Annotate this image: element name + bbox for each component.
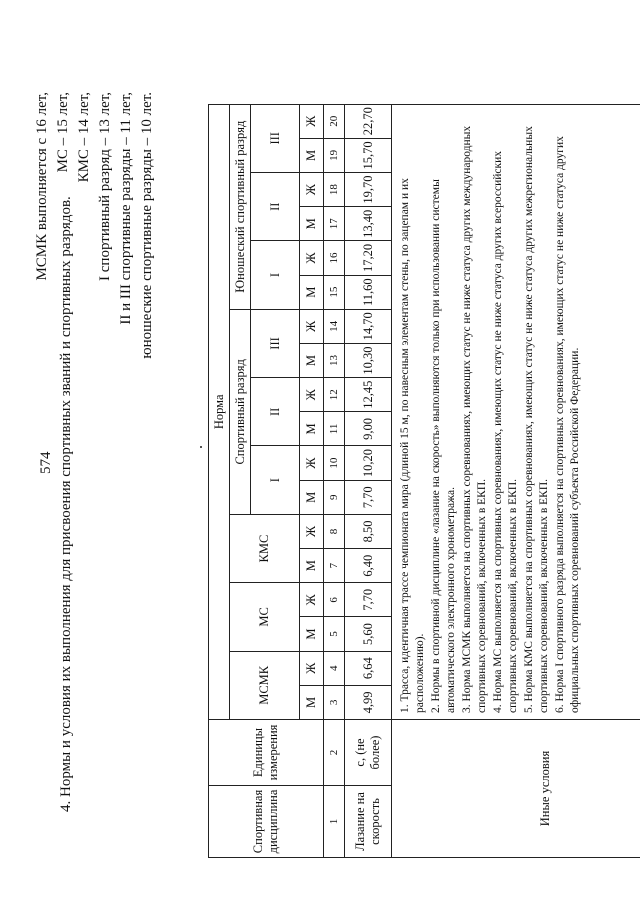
header-women: Ж — [300, 173, 324, 207]
value-cell: 4,99 — [345, 685, 392, 719]
value-cell: 14,70 — [345, 309, 392, 343]
page-number: 574 — [38, 451, 54, 474]
norms-table — [208, 35, 640, 858]
header-units: Единицы измерения — [209, 720, 324, 786]
scan-speck — [200, 446, 202, 448]
value-cell: 6,40 — [345, 549, 392, 583]
index-cell: 5 — [324, 617, 345, 651]
index-cell: 11 — [324, 412, 345, 446]
header-ms: МС — [230, 583, 300, 651]
index-cell: 4 — [324, 651, 345, 685]
index-cell: 8 — [324, 514, 345, 548]
index-cell: 7 — [324, 549, 345, 583]
note-item: 1. Трасса, идентичная трассе чемпионата мира (длиной 15 м, по навесным элементам стены, по зацепам и их расположению). — [399, 178, 426, 713]
index-cell: 3 — [324, 685, 345, 719]
header-men: М — [300, 138, 324, 172]
note-item: 3. Норма МСМК выполняется на спортивных соревнованиях, имеющих статус не ниже статуса других международных спортивных соревнований, включенных в ЕКП. — [461, 125, 488, 713]
note-item: 6. Норма I спортивного разряда выполняется на спортивных соревнованиях, имеющих статус не ниже статуса других официальных спортивных соревнований субъекта Российской Федерации. — [554, 136, 581, 713]
header-women: Ж — [300, 583, 324, 617]
other-conditions-label: Иные условия — [392, 720, 640, 858]
header-grade-iii: III — [251, 309, 300, 377]
index-cell: 10 — [324, 446, 345, 480]
value-cell: 17,20 — [345, 241, 392, 275]
index-cell: 1 — [324, 786, 345, 858]
header-youth-grade-ii: II — [251, 173, 300, 241]
header-youth-grade: Юношеский спортивный разряд — [230, 104, 251, 309]
value-cell: 7,70 — [345, 583, 392, 617]
index-cell: 18 — [324, 173, 345, 207]
header-youth-grade-iii: III — [251, 104, 300, 172]
age-line: II и III спортивные разряды – 11 лет, — [118, 92, 134, 325]
header-discipline: Спортивная дисциплина — [209, 786, 324, 858]
header-women: Ж — [300, 446, 324, 480]
value-cell: 5,60 — [345, 617, 392, 651]
index-cell: 15 — [324, 275, 345, 309]
age-line: I спортивный разряд – 13 лет, — [97, 92, 113, 281]
age-line: МС – 15 лет, — [55, 92, 71, 173]
header-men: М — [300, 207, 324, 241]
header-men: М — [300, 275, 324, 309]
header-men: М — [300, 343, 324, 377]
header-youth-grade-i: I — [251, 241, 300, 309]
value-cell: 15,70 — [345, 138, 392, 172]
index-cell: 19 — [324, 138, 345, 172]
header-sport-grade: Спортивный разряд — [230, 309, 251, 514]
age-line: юношеские спортивные разряды – 10 лет. — [139, 92, 155, 359]
index-cell: 13 — [324, 343, 345, 377]
header-men: М — [300, 412, 324, 446]
index-cell: 17 — [324, 207, 345, 241]
value-cell: 6,64 — [345, 651, 392, 685]
header-men: М — [300, 549, 324, 583]
index-cell: 2 — [324, 720, 345, 786]
header-women: Ж — [300, 378, 324, 412]
index-cell: 9 — [324, 480, 345, 514]
header-kms: КМС — [230, 514, 300, 582]
header-men: М — [300, 685, 324, 719]
units-cell: с, (не более) — [345, 720, 392, 786]
header-men: М — [300, 617, 324, 651]
note-item: 2. Нормы в спортивной дисциплине «лазание на скорость» выполняются только при использовании системы автоматического электронного хронометража. — [430, 179, 457, 713]
value-cell: 19,70 — [345, 173, 392, 207]
header-women: Ж — [300, 651, 324, 685]
age-line: МСМК выполняется с 16 лет, — [34, 92, 50, 281]
header-grade-ii: II — [251, 378, 300, 446]
value-cell: 10,30 — [345, 343, 392, 377]
value-cell: 12,45 — [345, 378, 392, 412]
value-cell: 9,00 — [345, 412, 392, 446]
age-line: КМС – 14 лет, — [76, 92, 92, 183]
note-item: 5. Норма КМС выполняется на спортивных соревнованиях, имеющих статус не ниже статуса других межрегиональных спортивных соревнований, включенных в ЕКП. — [523, 126, 550, 713]
header-women: Ж — [300, 514, 324, 548]
section-heading: 4. Нормы и условия их выполнения для присвоения спортивных званий и спортивных разрядов. — [58, 196, 74, 812]
value-cell: 22,70 — [345, 104, 392, 138]
index-cell: 16 — [324, 241, 345, 275]
other-conditions-notes — [392, 104, 640, 719]
index-cell: 12 — [324, 378, 345, 412]
index-cell: 14 — [324, 309, 345, 343]
discipline-cell: Лазание на скорость — [345, 786, 392, 858]
header-men: М — [300, 480, 324, 514]
header-women: Ж — [300, 309, 324, 343]
value-cell: 13,40 — [345, 207, 392, 241]
header-norm: Норма — [209, 104, 230, 719]
age-requirements — [32, 92, 158, 359]
value-cell: 10,20 — [345, 446, 392, 480]
value-cell: 7,70 — [345, 480, 392, 514]
value-cell: 8,50 — [345, 514, 392, 548]
header-msmk: МСМК — [230, 651, 300, 719]
index-cell: 6 — [324, 583, 345, 617]
note-item: 4. Норма МС выполняется на спортивных соревнованиях, имеющих статус не ниже статуса других всероссийских спортивных соревнований, включенных в ЕКП. — [492, 151, 519, 713]
header-women: Ж — [300, 104, 324, 138]
header-women: Ж — [300, 241, 324, 275]
index-cell: 20 — [324, 104, 345, 138]
value-cell: 11,60 — [345, 275, 392, 309]
header-grade-i: I — [251, 446, 300, 514]
